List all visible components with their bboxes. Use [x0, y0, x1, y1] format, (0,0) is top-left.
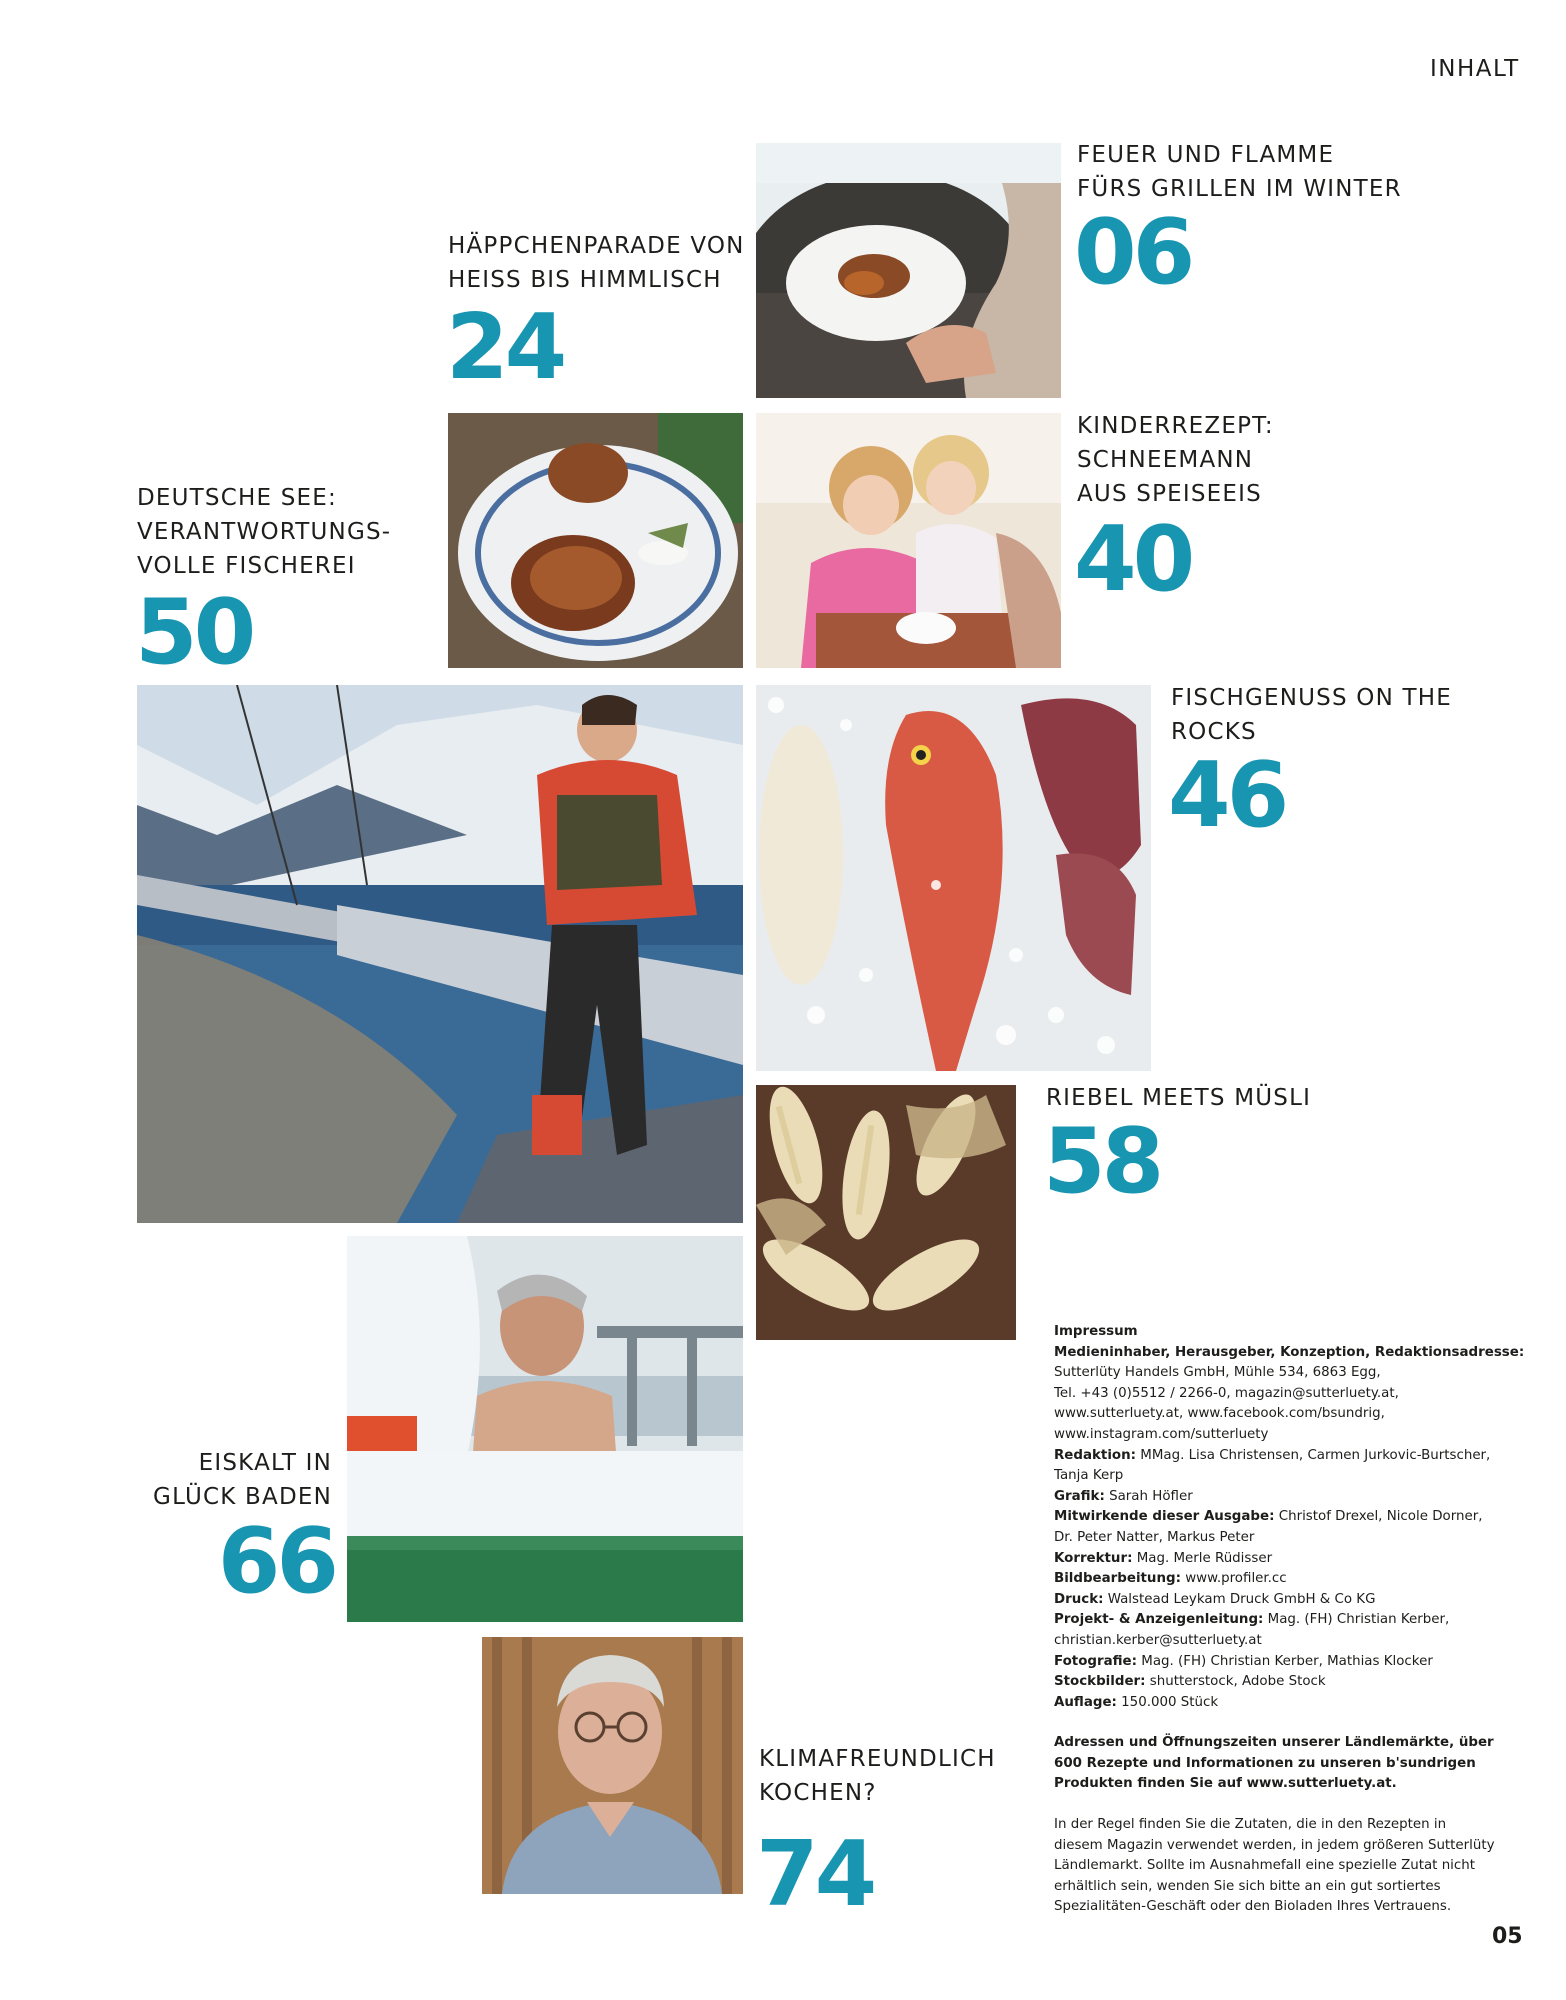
credit-mitwirkende-cont: Dr. Peter Natter, Markus Peter: [1054, 1529, 1255, 1545]
credit-auflage: Auflage: 150.000 Stück: [1054, 1694, 1219, 1710]
impressum: [1054, 1322, 1534, 1918]
article-title-deutsche-see: DEUTSCHE SEE: VERANTWORTUNGS- VOLLE FISCHEREI: [137, 485, 392, 579]
article-title-eiskalt: EISKALT IN GLÜCK BADEN: [153, 1450, 332, 1510]
page-number-kinder[interactable]: 40: [1074, 507, 1192, 612]
credit-projekt: Projekt- & Anzeigenleitung: Mag. (FH) Christian Kerber,: [1054, 1612, 1450, 1628]
fishery-photo: [137, 685, 743, 1223]
article-title-klima: KLIMAFREUNDLICH KOCHEN?: [759, 1746, 996, 1806]
riebel-photo: [756, 1085, 1016, 1340]
credit-redaktion-cont: Tanja Kerp: [1054, 1468, 1124, 1484]
page-number-riebel[interactable]: 58: [1043, 1109, 1161, 1214]
addresses-line: Produkten finden Sie auf www.sutterluety.at.: [1054, 1776, 1397, 1792]
page-number-deutsche-see[interactable]: 50: [135, 580, 253, 685]
eiskalt-photo: [347, 1236, 743, 1622]
impressum-line: Sutterlüty Handels GmbH, Mühle 534, 6863 Egg,: [1054, 1365, 1381, 1381]
credit-stockbilder: Stockbilder: shutterstock, Adobe Stock: [1054, 1674, 1326, 1690]
note-line: diesem Magazin verwendet werden, in jedem größeren Sutterlüty: [1054, 1837, 1495, 1853]
impressum-line: www.sutterluety.at, www.facebook.com/bsundrig,: [1054, 1406, 1385, 1422]
page-number-klima[interactable]: 74: [756, 1822, 874, 1927]
page-number: 05: [1492, 1924, 1523, 1949]
credit-bildbearbeitung: Bildbearbeitung: www.profiler.cc: [1054, 1571, 1287, 1587]
haeppchen-photo: [448, 413, 743, 668]
addresses-line: Adressen und Öffnungszeiten unserer Ländlemärkte, über: [1054, 1735, 1494, 1751]
impressum-heading: Impressum: [1054, 1324, 1138, 1339]
article-title-fischgenuss: FISCHGENUSS ON THE ROCKS: [1171, 685, 1452, 745]
page-number-eiskalt[interactable]: 66: [217, 1509, 335, 1614]
article-title-haeppchen: HÄPPCHENPARADE VON HEISS BIS HIMMLISCH: [448, 233, 745, 293]
section-label: INHALT: [1430, 56, 1520, 82]
note-line: Spezialitäten-Geschäft oder den Bioladen Ihres Vertrauens.: [1054, 1899, 1452, 1915]
credit-mitwirkende: Mitwirkende dieser Ausgabe: Christof Drexel, Nicole Dorner,: [1054, 1509, 1483, 1525]
fischgenuss-photo: [756, 685, 1151, 1071]
credit-korrektur: Korrektur: Mag. Merle Rüdisser: [1054, 1550, 1273, 1566]
article-title-kinder: KINDERREZEPT: SCHNEEMANN AUS SPEISEEIS: [1077, 413, 1274, 507]
note-line: erhältlich sein, wenden Sie sich bitte an ein gut sortiertes: [1054, 1878, 1441, 1894]
grill-photo: [756, 143, 1061, 398]
klima-photo: [482, 1637, 743, 1894]
credit-grafik: Grafik: Sarah Höfler: [1054, 1488, 1193, 1504]
impressum-line: www.instagram.com/sutterluety: [1054, 1426, 1269, 1442]
credit-projekt-cont: christian.kerber@sutterluety.at: [1054, 1632, 1262, 1648]
impressum-line: Tel. +43 (0)5512 / 2266-0, magazin@sutterluety.at,: [1054, 1385, 1399, 1401]
note-line: Ländlemarkt. Sollte im Ausnahmefall eine spezielle Zutat nicht: [1054, 1858, 1475, 1874]
page-number-grill[interactable]: 06: [1074, 200, 1192, 305]
credit-druck: Druck: Walstead Leykam Druck GmbH & Co KG: [1054, 1591, 1376, 1607]
article-title-riebel: RIEBEL MEETS MÜSLI: [1046, 1085, 1312, 1111]
addresses-line: 600 Rezepte und Informationen zu unseren b'sundrigen: [1054, 1755, 1476, 1771]
article-title-grill: FEUER UND FLAMME FÜRS GRILLEN IM WINTER: [1077, 142, 1402, 202]
page-number-haeppchen[interactable]: 24: [446, 295, 564, 400]
kinder-photo: [756, 413, 1061, 668]
page-number-fischgenuss[interactable]: 46: [1168, 743, 1286, 848]
credit-fotografie: Fotografie: Mag. (FH) Christian Kerber, Mathias Klocker: [1054, 1653, 1433, 1669]
credit-redaktion: Redaktion: MMag. Lisa Christensen, Carmen Jurkovic-Burtscher,: [1054, 1447, 1491, 1463]
note-line: In der Regel finden Sie die Zutaten, die in den Rezepten in: [1054, 1817, 1447, 1833]
impressum-publisher-label: Medieninhaber, Herausgeber, Konzeption, Redaktionsadresse:: [1054, 1344, 1525, 1360]
